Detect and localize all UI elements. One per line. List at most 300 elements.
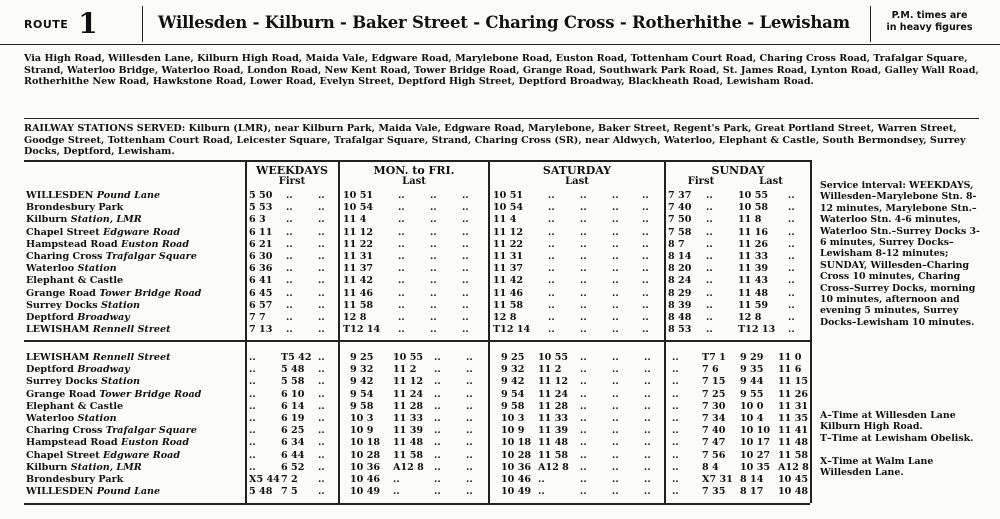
stop-location: Station — [97, 376, 141, 388]
outbound-sunday-filler: .. — [788, 238, 795, 250]
inbound-monfri-filler: .. — [466, 364, 473, 376]
inbound-saturday-2: .. — [538, 486, 545, 498]
outbound-saturday-filler: .. — [642, 251, 649, 262]
stop-name: Kilburn — [26, 461, 68, 473]
pm-times-note — [870, 6, 988, 42]
inbound-monfri-1: 10 3 — [350, 413, 374, 424]
outbound-saturday-filler: .. — [612, 251, 619, 262]
inbound-saturday-2: 11 24 — [538, 388, 569, 400]
inbound-sunday-filler: .. — [672, 486, 679, 498]
header-saturday: SATURDAY — [542, 164, 612, 177]
inbound-weekday-a: .. — [249, 461, 256, 473]
outbound-stop-4 — [26, 239, 246, 251]
via-roads-text: Via High Road, Willesden Lane, Kilburn High Road, Maida Vale, Edgware Road, Marylebone Road, Euston Road, Tottenham Court Road, Charing Cross Road, Trafalgar Square, Strand, Waterloo Bridge, Waterloo Road, London Road, New Kent Road, Tower Bridge Road, Grange Road, Southwark Park Road, St. James Road, Lynton Road, Galley Wall Road, Rotherhithe New Road, Hawkstone Road, Lower Road, Evelyn Street, Deptford High Street, Deptford Broadway, Blackheath Road, Lewisham Road. — [24, 53, 979, 87]
inbound-saturday-filler: .. — [612, 425, 619, 437]
outbound-saturday-filler: .. — [612, 299, 619, 311]
outbound-sunday-first: 8 20 — [668, 263, 692, 275]
inbound-monfri-filler: .. — [434, 437, 441, 449]
inbound-saturday-1: 9 25 — [501, 352, 525, 363]
header-mon-fri: MON. to FRI. — [373, 164, 455, 177]
stop-location: Broadway — [73, 364, 130, 376]
outbound-saturday-filler: .. — [580, 238, 587, 250]
inbound-weekday-a: .. — [249, 388, 256, 400]
outbound-weekday-filler: .. — [318, 263, 325, 275]
inbound-weekday-b: 5 58 — [281, 376, 305, 388]
outbound-stop-10 — [26, 312, 246, 324]
outbound-saturday-filler: .. — [580, 214, 587, 226]
inbound-monfri-filler: .. — [466, 486, 473, 498]
stop-location: Rennell Street — [89, 324, 171, 336]
inbound-weekday-filler: .. — [318, 437, 325, 449]
outbound-saturday-filler: .. — [612, 324, 619, 336]
stop-name: Elephant & Castle — [26, 400, 124, 412]
outbound-sunday-first: 7 58 — [668, 226, 692, 238]
outbound-saturday-filler: .. — [548, 251, 555, 262]
stop-name: Hampstead Road — [26, 238, 118, 250]
outbound-weekday-filler: .. — [318, 251, 325, 262]
outbound-sunday-first: 8 48 — [668, 312, 692, 323]
outbound-weekday-filler: .. — [286, 263, 293, 275]
inbound-saturday-filler: .. — [612, 376, 619, 388]
inbound-monfri-filler: .. — [466, 474, 473, 485]
outbound-monfri-last: 11 46 — [343, 287, 374, 299]
inbound-sunday-2: 10 35 — [740, 461, 771, 473]
stop-location: Edgware Road — [99, 449, 181, 461]
stop-name: Hampstead Road — [26, 437, 118, 449]
inbound-weekday-b: 6 10 — [281, 388, 305, 400]
inbound-weekday-b: 6 34 — [281, 437, 305, 449]
outbound-monfri-filler: .. — [430, 263, 437, 275]
stop-name: Waterloo — [26, 263, 75, 275]
outbound-sunday-last: 11 33 — [738, 251, 769, 262]
inbound-weekday-a: X5 44 — [249, 474, 280, 485]
outbound-sunday-first: 8 53 — [668, 324, 692, 336]
inbound-saturday-filler: .. — [580, 413, 587, 424]
inbound-sunday-1: 7 25 — [702, 388, 726, 400]
outbound-stop-7 — [26, 275, 246, 287]
outbound-monfri-last: 10 51 — [343, 190, 374, 201]
inbound-saturday-filler: .. — [612, 486, 619, 498]
outbound-saturday-filler: .. — [548, 202, 555, 214]
outbound-saturday-filler: .. — [642, 324, 649, 336]
outbound-saturday-filler: .. — [642, 190, 649, 201]
outbound-weekday-first: 6 30 — [249, 251, 273, 262]
inbound-sunday-2: 10 4 — [740, 413, 764, 424]
inbound-saturday-filler: .. — [644, 413, 651, 424]
inbound-weekday-filler: .. — [318, 474, 325, 485]
outbound-saturday-filler: .. — [548, 226, 555, 238]
stop-name: Charing Cross — [26, 425, 103, 437]
stop-location: Station — [97, 299, 141, 311]
outbound-sunday-filler: .. — [706, 202, 713, 214]
inbound-weekday-filler: .. — [318, 413, 325, 424]
outbound-monfri-last: T12 14 — [343, 324, 381, 336]
outbound-stop-2 — [26, 214, 246, 226]
note-a: A–Time at Willesden Lane Kilburn High Road. — [820, 410, 956, 433]
outbound-sunday-filler: .. — [706, 299, 713, 311]
inbound-sunday-filler: .. — [672, 376, 679, 388]
inbound-saturday-2: 11 39 — [538, 425, 569, 437]
outbound-monfri-filler: .. — [430, 190, 437, 201]
outbound-sunday-last: 11 16 — [738, 226, 769, 238]
stop-location: Pound Lane — [93, 486, 161, 498]
inbound-saturday-filler: .. — [612, 449, 619, 461]
outbound-weekday-filler: .. — [318, 238, 325, 250]
outbound-sunday-filler: .. — [706, 324, 713, 336]
inbound-stop-3 — [26, 389, 246, 401]
outbound-weekday-filler: .. — [318, 312, 325, 323]
outbound-weekday-first: 6 57 — [249, 299, 273, 311]
outbound-weekday-filler: .. — [318, 202, 325, 214]
inbound-sunday-3: 11 26 — [778, 388, 809, 400]
stop-location: Station, LMR — [67, 461, 142, 473]
outbound-saturday-filler: .. — [580, 312, 587, 323]
inbound-saturday-filler: .. — [644, 352, 651, 363]
inbound-monfri-filler: .. — [434, 425, 441, 437]
stop-name: Elephant & Castle — [26, 275, 124, 287]
inbound-sunday-2: 9 35 — [740, 364, 764, 376]
inbound-saturday-1: 10 18 — [501, 437, 532, 449]
outbound-sunday-first: 8 24 — [668, 275, 692, 287]
inbound-saturday-filler: .. — [580, 376, 587, 388]
inbound-monfri-2: 11 12 — [393, 376, 424, 388]
inbound-weekday-b: 7 5 — [281, 486, 298, 498]
table-top-rule — [24, 160, 810, 162]
inbound-sunday-filler: .. — [672, 400, 679, 412]
outbound-weekday-filler: .. — [286, 226, 293, 238]
outbound-monfri-filler: .. — [398, 287, 405, 299]
inbound-monfri-2: 11 24 — [393, 388, 424, 400]
inbound-weekday-a: .. — [249, 376, 256, 388]
stop-name: Brondesbury Park — [26, 474, 124, 485]
inbound-stop-5 — [26, 413, 246, 425]
inbound-weekday-b: 6 14 — [281, 400, 305, 412]
outbound-saturday-filler: .. — [580, 202, 587, 214]
inbound-sunday-2: 10 27 — [740, 449, 771, 461]
inbound-sunday-1: 7 34 — [702, 413, 726, 424]
outbound-sunday-filler: .. — [706, 263, 713, 275]
outbound-saturday-filler: .. — [612, 263, 619, 275]
outbound-saturday-filler: .. — [580, 287, 587, 299]
outbound-sunday-filler: .. — [788, 214, 795, 226]
stop-name: LEWISHAM — [26, 352, 90, 363]
outbound-saturday-last: 11 31 — [493, 251, 524, 262]
inbound-saturday-2: 11 48 — [538, 437, 569, 449]
inbound-saturday-filler: .. — [580, 400, 587, 412]
outbound-weekday-first: 6 21 — [249, 238, 273, 250]
stop-name: Deptford — [26, 312, 74, 323]
outbound-monfri-filler: .. — [430, 226, 437, 238]
inbound-sunday-3: 11 48 — [778, 437, 809, 449]
header-sunday-last: Last — [759, 176, 783, 187]
inbound-saturday-2: 11 2 — [538, 364, 562, 376]
outbound-sunday-filler: .. — [788, 324, 795, 336]
inbound-saturday-filler: .. — [644, 388, 651, 400]
stop-location: Station, LMR — [67, 214, 142, 226]
stop-name: WILLESDEN — [26, 486, 94, 498]
inbound-monfri-filler: .. — [434, 461, 441, 473]
inbound-stop-8 — [26, 450, 246, 462]
inbound-stop-1 — [26, 364, 246, 376]
inbound-saturday-1: 9 32 — [501, 364, 525, 376]
stop-name: Deptford — [26, 364, 74, 376]
inbound-sunday-1: 7 30 — [702, 400, 726, 412]
inbound-weekday-b: 6 25 — [281, 425, 305, 437]
stop-location: Edgware Road — [99, 226, 181, 238]
inbound-stop-7 — [26, 437, 246, 449]
inbound-monfri-filler: .. — [466, 400, 473, 412]
outbound-weekday-first: 5 53 — [249, 202, 273, 214]
outbound-saturday-last: 11 12 — [493, 226, 524, 238]
inbound-saturday-filler: .. — [644, 400, 651, 412]
outbound-saturday-last: T12 14 — [493, 324, 531, 336]
inbound-sunday-1: T7 1 — [702, 352, 726, 363]
col-rule-2 — [338, 160, 340, 503]
inbound-sunday-filler: .. — [672, 461, 679, 473]
inbound-saturday-filler: .. — [612, 352, 619, 363]
outbound-stop-5 — [26, 251, 246, 263]
inbound-sunday-3: 11 58 — [778, 449, 809, 461]
inbound-sunday-2: 10 0 — [740, 400, 764, 412]
inbound-weekday-b: 6 44 — [281, 449, 305, 461]
outbound-saturday-filler: .. — [642, 312, 649, 323]
route-word: ROUTE — [24, 17, 69, 31]
outbound-weekday-first: 6 41 — [249, 275, 273, 287]
outbound-saturday-filler: .. — [580, 324, 587, 336]
outbound-monfri-filler: .. — [398, 299, 405, 311]
outbound-saturday-last: 11 58 — [493, 299, 524, 311]
inbound-sunday-2: 9 55 — [740, 388, 764, 400]
inbound-saturday-2: 11 28 — [538, 400, 569, 412]
outbound-weekday-filler: .. — [286, 275, 293, 287]
outbound-saturday-filler: .. — [612, 190, 619, 201]
inbound-sunday-3: 11 15 — [778, 376, 809, 388]
stop-name: WILLESDEN — [26, 190, 94, 201]
stop-location: Euston Road — [117, 238, 190, 250]
outbound-sunday-last: 11 43 — [738, 275, 769, 287]
inbound-monfri-2: 11 28 — [393, 400, 424, 412]
inbound-saturday-filler: .. — [580, 461, 587, 473]
outbound-sunday-first: 7 40 — [668, 202, 692, 214]
inbound-saturday-2: .. — [538, 474, 545, 485]
inbound-saturday-1: 9 54 — [501, 388, 525, 400]
outbound-monfri-filler: .. — [398, 226, 405, 238]
outbound-monfri-filler: .. — [462, 312, 469, 323]
outbound-saturday-filler: .. — [548, 275, 555, 287]
inbound-saturday-2: 11 12 — [538, 376, 569, 388]
outbound-weekday-filler: .. — [318, 275, 325, 287]
header-sunday: SUNDAY — [711, 164, 765, 177]
outbound-sunday-first: 8 7 — [668, 238, 685, 250]
outbound-sunday-filler: .. — [788, 263, 795, 275]
outbound-weekday-filler: .. — [318, 324, 325, 336]
inbound-weekday-a: .. — [249, 400, 256, 412]
inbound-monfri-filler: .. — [434, 400, 441, 412]
outbound-weekday-filler: .. — [286, 190, 293, 201]
outbound-sunday-filler: .. — [788, 202, 795, 214]
outbound-saturday-filler: .. — [548, 324, 555, 336]
outbound-sunday-filler: .. — [706, 190, 713, 201]
inbound-monfri-filler: .. — [434, 364, 441, 376]
route-header — [0, 0, 1000, 45]
inbound-weekday-a: .. — [249, 425, 256, 437]
inbound-weekday-a: 5 48 — [249, 486, 273, 498]
pm-note-line1: P.M. times are — [891, 10, 968, 21]
stop-location: Pound Lane — [93, 190, 161, 201]
outbound-monfri-last: 11 31 — [343, 251, 374, 262]
railway-stations-text: RAILWAY STATIONS SERVED: Kilburn (LMR), near Kilburn Park, Maida Vale, Edgware Road, Marylebone, Baker Street, Regent's Park, Great Portland Street, Warren Street, Goodge Street, Tottenham Court Road, Leicester Square, Trafalgar Square, Strand, Charing Cross (SR), near Aldwych, Waterloo, Elephant & Castle, South Bermondsey, Surrey Docks, Deptford, Lewisham. — [24, 118, 979, 158]
outbound-saturday-filler: .. — [642, 202, 649, 214]
outbound-weekday-filler: .. — [318, 190, 325, 201]
col-rule-5 — [810, 160, 812, 503]
outbound-monfri-filler: .. — [398, 214, 405, 226]
inbound-stop-6 — [26, 425, 246, 437]
inbound-saturday-1: 9 42 — [501, 376, 525, 388]
outbound-monfri-filler: .. — [398, 202, 405, 214]
inbound-weekday-b: 6 52 — [281, 461, 305, 473]
inbound-sunday-1: 7 40 — [702, 425, 726, 437]
inbound-sunday-1: X7 31 — [702, 474, 733, 485]
inbound-sunday-1: 7 15 — [702, 376, 726, 388]
inbound-sunday-2: 10 10 — [740, 425, 771, 437]
note-t: T–Time at Lewisham Obelisk. — [820, 433, 974, 444]
stop-location: Rennell Street — [89, 352, 171, 363]
outbound-weekday-filler: .. — [286, 324, 293, 336]
stop-name: Chapel Street — [26, 449, 100, 461]
inbound-monfri-filler: .. — [466, 437, 473, 449]
inbound-monfri-1: 9 42 — [350, 376, 374, 388]
inbound-monfri-filler: .. — [434, 486, 441, 498]
outbound-saturday-filler: .. — [548, 238, 555, 250]
inbound-monfri-2: A12 8 — [393, 461, 424, 473]
outbound-weekday-filler: .. — [318, 214, 325, 226]
outbound-sunday-filler: .. — [706, 214, 713, 226]
inbound-monfri-1: 10 9 — [350, 425, 374, 437]
outbound-saturday-last: 12 8 — [493, 312, 517, 323]
inbound-monfri-filler: .. — [466, 388, 473, 400]
outbound-weekday-first: 7 13 — [249, 324, 273, 336]
inbound-monfri-filler: .. — [466, 376, 473, 388]
outbound-saturday-filler: .. — [642, 287, 649, 299]
stop-name: Waterloo — [26, 413, 75, 424]
outbound-saturday-last: 11 46 — [493, 287, 524, 299]
outbound-sunday-filler: .. — [706, 312, 713, 323]
inbound-weekday-filler: .. — [318, 425, 325, 437]
inbound-sunday-2: 9 29 — [740, 352, 764, 363]
col-rule-3 — [488, 160, 490, 503]
route-number: 1 — [78, 7, 98, 40]
outbound-monfri-filler: .. — [430, 299, 437, 311]
inbound-weekday-filler: .. — [318, 461, 325, 473]
outbound-monfri-filler: .. — [462, 299, 469, 311]
outbound-weekday-filler: .. — [318, 299, 325, 311]
outbound-saturday-filler: .. — [642, 275, 649, 287]
header-sunday-first: First — [687, 176, 715, 187]
stop-name: Grange Road — [26, 388, 96, 400]
outbound-weekday-filler: .. — [286, 238, 293, 250]
outbound-saturday-filler: .. — [612, 226, 619, 238]
inbound-sunday-filler: .. — [672, 364, 679, 376]
inbound-weekday-filler: .. — [318, 388, 325, 400]
inbound-saturday-2: 10 55 — [538, 352, 569, 363]
service-interval-note: Service interval: WEEKDAYS, Willesden–Marylebone Stn. 8-12 minutes, Marylebone Stn.–Waterloo Stn. 4-6 minutes, Waterloo Stn.–Surrey Docks 3-6 minutes, Surrey Docks–Lewisham 8-12 minutes; SUNDAY, Willesden–Charing Cross 10 minutes, Charing Cross–Surrey Docks, morning 10 minutes, afternoon and evening 5 minutes, Surrey Docks–Lewisham 10 minutes. — [820, 180, 980, 328]
outbound-stop-1 — [26, 202, 246, 214]
outbound-weekday-filler: .. — [286, 251, 293, 262]
outbound-monfri-filler: .. — [430, 202, 437, 214]
inbound-sunday-2: 10 17 — [740, 437, 771, 449]
inbound-sunday-3: 11 6 — [778, 364, 802, 376]
inbound-weekday-filler: .. — [318, 400, 325, 412]
stop-location: Broadway — [73, 312, 130, 323]
inbound-sunday-filler: .. — [672, 352, 679, 363]
outbound-stop-9 — [26, 300, 246, 312]
outbound-weekday-filler: .. — [318, 226, 325, 238]
inbound-weekday-a: .. — [249, 437, 256, 449]
outbound-monfri-filler: .. — [462, 226, 469, 238]
outbound-sunday-filler: .. — [788, 251, 795, 262]
inbound-weekday-b: 5 48 — [281, 364, 305, 376]
inbound-stop-10 — [26, 474, 246, 486]
stop-name: Grange Road — [26, 287, 96, 299]
outbound-weekday-filler: .. — [286, 202, 293, 214]
inbound-saturday-1: 10 28 — [501, 449, 532, 461]
outbound-saturday-filler: .. — [642, 299, 649, 311]
inbound-weekday-b: 6 19 — [281, 413, 305, 424]
outbound-saturday-filler: .. — [548, 299, 555, 311]
inbound-monfri-1: 10 46 — [350, 474, 381, 485]
pm-note-line2: in heavy figures — [886, 22, 973, 33]
outbound-saturday-filler: .. — [642, 226, 649, 238]
outbound-weekday-first: 6 45 — [249, 287, 273, 299]
outbound-sunday-filler: .. — [788, 312, 795, 323]
outbound-weekday-first: 6 36 — [249, 263, 273, 275]
inbound-sunday-filler: .. — [672, 449, 679, 461]
inbound-monfri-filler: .. — [434, 449, 441, 461]
stop-name: Kilburn — [26, 214, 68, 226]
outbound-monfri-filler: .. — [398, 263, 405, 275]
outbound-monfri-filler: .. — [430, 214, 437, 226]
inbound-saturday-filler: .. — [612, 474, 619, 485]
header-weekdays-first: First — [278, 176, 306, 187]
outbound-monfri-filler: .. — [462, 324, 469, 336]
outbound-saturday-filler: .. — [548, 214, 555, 226]
inbound-saturday-1: 10 9 — [501, 425, 525, 437]
outbound-saturday-last: 10 51 — [493, 190, 524, 201]
inbound-saturday-filler: .. — [612, 364, 619, 376]
inbound-saturday-filler: .. — [644, 449, 651, 461]
inbound-saturday-filler: .. — [644, 474, 651, 485]
outbound-weekday-filler: .. — [286, 287, 293, 299]
outbound-saturday-filler: .. — [548, 312, 555, 323]
inbound-saturday-2: 11 58 — [538, 449, 569, 461]
stop-name: Charing Cross — [26, 251, 103, 262]
inbound-weekday-filler: .. — [318, 376, 325, 388]
inbound-saturday-filler: .. — [580, 425, 587, 437]
outbound-sunday-last: 11 48 — [738, 287, 769, 299]
outbound-weekday-filler: .. — [286, 312, 293, 323]
inbound-sunday-2: 9 44 — [740, 376, 764, 388]
outbound-saturday-filler: .. — [612, 214, 619, 226]
inbound-weekday-filler: .. — [318, 352, 325, 363]
outbound-sunday-last: T12 13 — [738, 324, 776, 336]
inbound-stop-0 — [26, 352, 246, 364]
outbound-sunday-filler: .. — [788, 275, 795, 287]
inbound-monfri-2: 11 2 — [393, 364, 417, 376]
inbound-saturday-filler: .. — [644, 376, 651, 388]
outbound-saturday-last: 11 37 — [493, 263, 524, 275]
outbound-monfri-last: 11 12 — [343, 226, 374, 238]
inbound-saturday-filler: .. — [644, 425, 651, 437]
